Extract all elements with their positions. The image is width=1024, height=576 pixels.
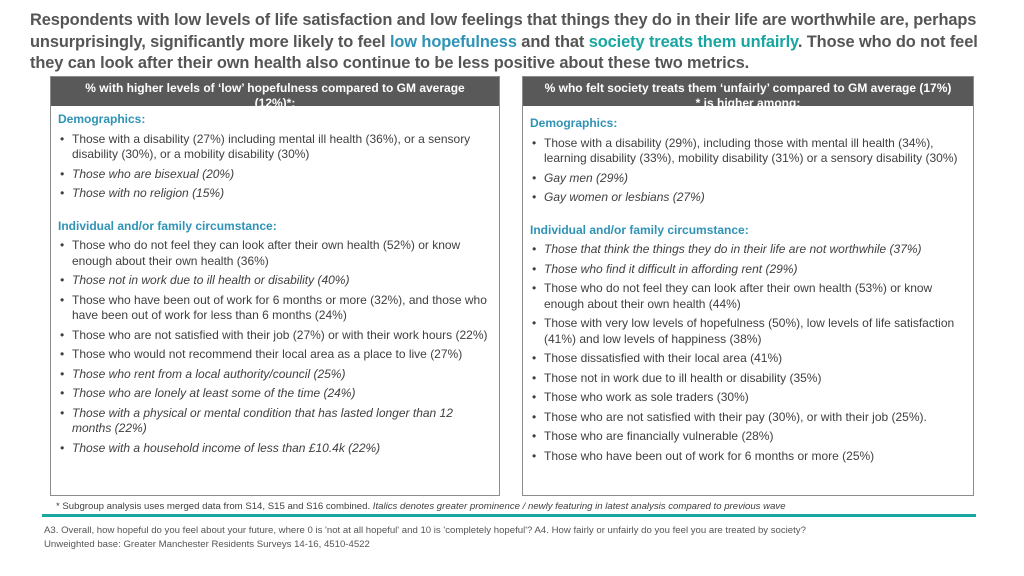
list-item: • Those with a physical or mental condition that has lasted longer than 12 months (22%) bbox=[58, 406, 491, 437]
treated-unfairly-panel-body bbox=[523, 106, 973, 464]
list-item: • Those who have been out of work for 6 months or more (32%), and those who have been out of work for less than 6 months (24%) bbox=[58, 293, 491, 324]
treated-unfairly-panel-header: % who felt society treats them ‘unfairly’ compared to GM average (17%) * is higher among: bbox=[523, 77, 973, 106]
list-item: • Those with a disability (29%), including those with mental ill health (34%), learning disability (33%), mobility disability (31%) or a sensory disability (30%) bbox=[530, 136, 965, 167]
list-item: • Those who do not feel they can look after their own health (52%) or know enough about their own health (36%) bbox=[58, 238, 491, 269]
source-base-text: Unweighted base: Greater Manchester Residents Surveys 14-16, 4510-4522 bbox=[44, 539, 370, 550]
headline bbox=[30, 10, 1000, 75]
divider-rule bbox=[42, 514, 976, 517]
list-item: • Those that think the things they do in their life are not worthwhile (37%) bbox=[530, 242, 965, 258]
list-item: • Those who do not feel they can look after their own health (53%) or know enough about their own health (44%) bbox=[530, 281, 965, 312]
list-item: • Those who are not satisfied with their pay (30%), or with their job (25%). bbox=[530, 410, 965, 426]
source-question-text: A3. Overall, how hopeful do you feel about your future, where 0 is 'not at all hopeful' and 10 is 'completely hopeful'? A4. How fairly or unfairly do you feel you are treated by society? bbox=[44, 525, 806, 536]
list-item: • Those with very low levels of hopefulness (50%), low levels of life satisfaction (41%) and low levels of happiness (38%) bbox=[530, 316, 965, 347]
left-circumstance-title: Individual and/or family circumstance: bbox=[58, 218, 277, 233]
footnote-text: * Subgroup analysis uses merged data from S14, S15 and S16 combined. bbox=[56, 501, 373, 512]
list-item: • Those who would not recommend their local area as a place to live (27%) bbox=[58, 347, 491, 363]
list-item: • Those who are bisexual (20%) bbox=[58, 167, 491, 183]
list-item: • Those with a household income of less than £10.4k (22%) bbox=[58, 441, 491, 457]
footnote bbox=[56, 501, 786, 512]
headline-part-1: Respondents with low levels of life satisfaction and low feelings that things they do in their life are worthwhile are, perhaps unsurprisingly, significantly more likely to feel bbox=[30, 11, 977, 51]
left-demographics-title: Demographics: bbox=[58, 112, 146, 126]
right-demographics-list bbox=[530, 136, 965, 206]
list-item: • Those dissatisfied with their local area (41%) bbox=[530, 351, 965, 367]
treated-unfairly-panel bbox=[522, 76, 974, 496]
left-circumstance-list bbox=[58, 238, 491, 456]
right-circumstance-list bbox=[530, 242, 965, 464]
list-item: • Those not in work due to ill health or disability (35%) bbox=[530, 371, 965, 387]
list-item: • Those who rent from a local authority/council (25%) bbox=[58, 367, 491, 383]
low-hopefulness-panel bbox=[50, 76, 500, 496]
list-item: • Those with a disability (27%) including mental ill health (36%), or a sensory disability (30%), or a mobility disability (30%) bbox=[58, 132, 491, 163]
low-hopefulness-panel-body bbox=[51, 106, 499, 456]
list-item: • Those with no religion (15%) bbox=[58, 186, 491, 202]
headline-part-3: . Those who do not feel they can look after their own health also continue to be less positive about these two metrics. bbox=[30, 32, 978, 72]
list-item: • Gay women or lesbians (27%) bbox=[530, 190, 965, 206]
footnote-italics-note: Italics denotes greater prominence / newly featuring in latest analysis compared to previous wave bbox=[372, 501, 786, 512]
headline-highlight-society-unfair: society treats them unfairly bbox=[588, 32, 798, 51]
right-circumstance-title: Individual and/or family circumstance: bbox=[530, 222, 749, 237]
headline-part-2: and that bbox=[516, 32, 589, 51]
headline-highlight-low-hopefulness: low hopefulness bbox=[389, 32, 517, 51]
low-hopefulness-panel-header: % with higher levels of ‘low’ hopefulness compared to GM average (12%)*: bbox=[51, 77, 499, 106]
list-item: • Those who have been out of work for 6 months or more (25%) bbox=[530, 449, 965, 465]
list-item: • Those who are not satisfied with their job (27%) or with their work hours (22%) bbox=[58, 328, 491, 344]
list-item: • Those who are lonely at least some of the time (24%) bbox=[58, 386, 491, 402]
list-item: • Gay men (29%) bbox=[530, 171, 965, 187]
list-item: • Those who find it difficult in affording rent (29%) bbox=[530, 262, 965, 278]
source-notes bbox=[44, 524, 806, 552]
list-item: • Those who are financially vulnerable (28%) bbox=[530, 429, 965, 445]
left-demographics-list bbox=[58, 132, 491, 202]
right-demographics-title: Demographics: bbox=[530, 116, 618, 130]
list-item: • Those not in work due to ill health or disability (40%) bbox=[58, 273, 491, 289]
list-item: • Those who work as sole traders (30%) bbox=[530, 390, 965, 406]
